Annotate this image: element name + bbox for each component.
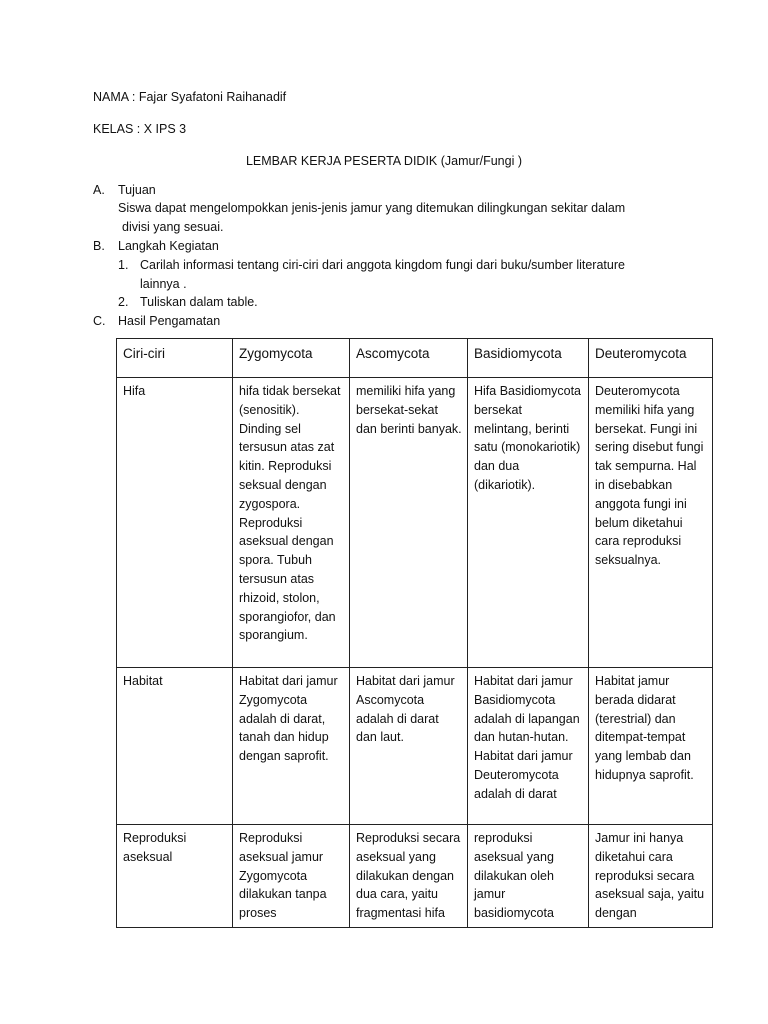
table-cell: Deuteromycota memiliki hifa yang bersekat. Fungi ini sering disebut fungi tak sempurna. Hal in disebabkan anggota fungi ini belum diketahui cara reproduksi seksualnya.	[589, 378, 713, 668]
section-c-letter: C.	[93, 314, 106, 328]
column-header: Ciri-ciri	[117, 339, 233, 378]
table-cell: Hifa Basidiomycota bersekat melintang, berinti satu (monokariotik) dan dua (dikariotik).	[468, 378, 589, 668]
table-cell: Reproduksi aseksual jamur Zygomycota dilakukan tanpa proses	[233, 825, 350, 928]
step-text	[140, 256, 680, 293]
column-header: Basidiomycota	[468, 339, 589, 378]
section-a-title: Tujuan	[118, 183, 156, 197]
section-c-title: Hasil Pengamatan	[118, 314, 221, 328]
section-b-letter: B.	[93, 239, 105, 253]
table-row	[117, 825, 713, 928]
row-label: Hifa	[117, 378, 233, 668]
section-a-text	[118, 199, 678, 236]
table-header-row	[117, 339, 713, 378]
student-name: NAMA : Fajar Syafatoni Raihanadif	[93, 90, 287, 104]
table-cell: Habitat dari jamur Ascomycota adalah di darat dan laut.	[350, 668, 468, 825]
column-header: Zygomycota	[233, 339, 350, 378]
table-cell: Habitat dari jamur Zygomycota adalah di darat, tanah dan hidup dengan saprofit.	[233, 668, 350, 825]
step-text-line2: lainnya .	[140, 276, 187, 291]
table-cell: Habitat dari jamur Basidiomycota adalah di lapangan dan hutan-hutan. Habitat dari jamur Deuteromycota adalah di darat	[468, 668, 589, 825]
table-row	[117, 668, 713, 825]
section-b-title: Langkah Kegiatan	[118, 239, 219, 253]
table-cell: Reproduksi secara aseksual yang dilakukan dengan dua cara, yaitu fragmentasi hifa	[350, 825, 468, 928]
section-a-text-line2: divisi yang sesuai.	[122, 219, 224, 234]
table-cell: reproduksi aseksual yang dilakukan oleh jamur basidiomycota	[468, 825, 589, 928]
table-cell: Jamur ini hanya diketahui cara reproduksi secara aseksual saja, yaitu dengan	[589, 825, 713, 928]
step-number: 2.	[118, 295, 129, 309]
row-label: Habitat	[117, 668, 233, 825]
step-number: 1.	[118, 258, 129, 272]
step-text-line1: Carilah informasi tentang ciri-ciri dari anggota kingdom fungi dari buku/sumber literature	[140, 258, 625, 272]
section-a-letter: A.	[93, 183, 105, 197]
student-class: KELAS : X IPS 3	[93, 122, 187, 136]
step-item	[0, 256, 768, 296]
step-text: Tuliskan dalam table.	[140, 295, 258, 309]
table-cell: Habitat jamur berada didarat (terestrial) dan ditempat-tempat yang lembab dan hidupnya saprofit.	[589, 668, 713, 825]
section-a-text-line1: Siswa dapat mengelompokkan jenis-jenis jamur yang ditemukan dilingkungan sekitar dalam	[118, 201, 626, 215]
column-header: Ascomycota	[350, 339, 468, 378]
fungi-table	[116, 338, 713, 928]
table-cell: hifa tidak bersekat (senositik). Dinding sel tersusun atas zat kitin. Reproduksi seksual dengan zygospora. Reproduksi aseksual dengan spora. Tubuh tersusun atas rhizoid, stolon, sporangiofor, dan sporangium.	[233, 378, 350, 668]
page-title: LEMBAR KERJA PESERTA DIDIK (Jamur/Fungi )	[245, 154, 522, 168]
table-cell: memiliki hifa yang bersekat-sekat dan berinti banyak.	[350, 378, 468, 668]
row-label: Reproduksi aseksual	[117, 825, 233, 928]
table-row	[117, 378, 713, 668]
column-header: Deuteromycota	[589, 339, 713, 378]
